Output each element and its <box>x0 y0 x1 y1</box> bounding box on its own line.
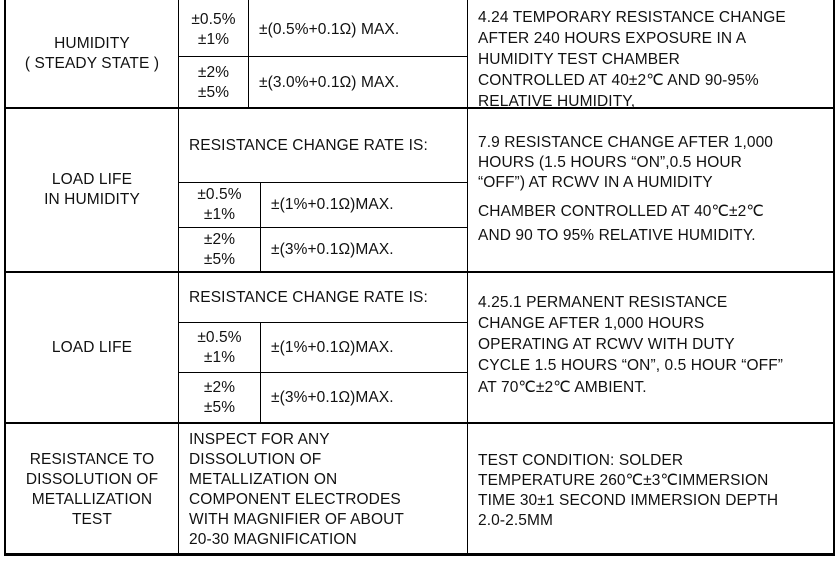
requirement-dissolution: INSPECT FOR ANY DISSOLUTION OF METALLIZATION ON COMPONENT ELECTRODES WITH MAGNIFIER OF ABOUT 20-30 MAGNIFICATION <box>189 431 404 548</box>
requirement-cell: ±(0.5%+0.1Ω) MAX. <box>259 21 400 38</box>
divider <box>178 56 468 57</box>
test-method-humidity: 4.24 TEMPORARY RESISTANCE CHANGE AFTER 240 HOURS EXPOSURE IN A HUMIDITY TEST CHAMBER CONTROLLED AT 40±2℃ AND 90-95% RELATIVE HUMIDITY, <box>478 9 786 110</box>
divider <box>467 0 468 556</box>
requirement-cell: ±(1%+0.1Ω)MAX. <box>271 338 394 356</box>
tolerance-cell: ±2% ±5% <box>203 378 236 416</box>
item-load-life-humidity: LOAD LIFE IN HUMIDITY <box>44 171 140 208</box>
requirement-cell: ±(3%+0.1Ω)MAX. <box>271 240 394 258</box>
test-method-load-life-humidity: 7.9 RESISTANCE CHANGE AFTER 1,000 HOURS (1.5 HOURS “ON”,0.5 HOUR “OFF”) AT RCWV IN A HUMIDITY <box>478 134 774 191</box>
test-method-dissolution: TEST CONDITION: SOLDER TEMPERATURE 260℃±3℃IMMERSION TIME 30±1 SECOND IMMERSION DEPTH 2.0-2.5MM <box>478 452 779 529</box>
item-humidity: HUMIDITY ( STEADY STATE ) <box>24 34 160 72</box>
item-dissolution: RESISTANCE TO DISSOLUTION OF METALLIZATION TEST <box>25 451 159 528</box>
requirement-cell: ±(3%+0.1Ω)MAX. <box>271 388 394 406</box>
rate-header: RESISTANCE CHANGE RATE IS: <box>189 288 428 306</box>
test-method-load-life: AT 70℃±2℃ AMBIENT. <box>478 379 647 396</box>
tolerance-cell: ±0.5% ±1% <box>191 11 236 48</box>
tolerance-cell: ±2% ±5% <box>197 64 230 101</box>
requirement-cell: ±(1%+0.1Ω)MAX. <box>271 196 394 213</box>
requirement-cell: ±(3.0%+0.1Ω) MAX. <box>259 74 400 91</box>
tolerance-cell: ±2% ±5% <box>203 230 236 268</box>
item-load-life: LOAD LIFE <box>51 338 133 356</box>
test-method-load-life-humidity: AND 90 TO 95% RELATIVE HUMIDITY. <box>478 227 756 244</box>
test-method-load-life: 4.25.1 PERMANENT RESISTANCE CHANGE AFTER 1,000 HOURS OPERATING AT RCWV WITH DUTY CYCLE 1.5 HOURS “ON”, 0.5 HOUR “OFF” <box>478 294 784 374</box>
tolerance-cell: ±0.5% ±1% <box>197 328 242 366</box>
test-method-load-life-humidity: CHAMBER CONTROLLED AT 40℃±2℃ <box>478 203 764 220</box>
tolerance-cell: ±0.5% ±1% <box>197 186 242 223</box>
divider <box>248 0 249 107</box>
rate-header: RESISTANCE CHANGE RATE IS: <box>189 136 428 154</box>
